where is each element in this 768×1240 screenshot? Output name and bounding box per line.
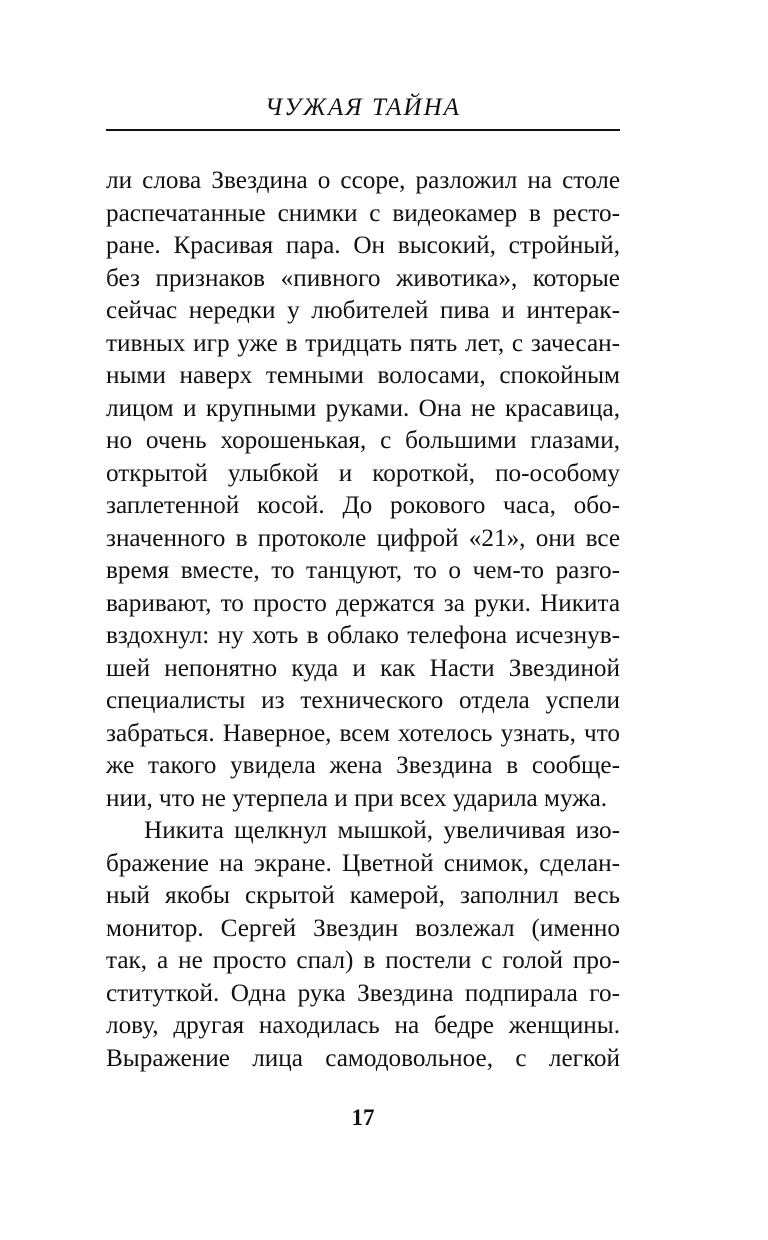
text-line: ституткой. Одна рука Звездина подпирала го-: [106, 979, 620, 1007]
text-line: время вместе, то танцуют, то о чем-то разго-: [106, 557, 620, 584]
text-line: ными наверх темными волосами, спокойным: [106, 362, 620, 389]
text-line: открытой улыбкой и короткой, по-особому: [106, 459, 620, 487]
text-line: без признаков «пивного животика», которые: [106, 264, 620, 292]
text-line: так, а не просто спал) в постели с голой про-: [106, 947, 620, 974]
paragraph-first-line: Никита щелкнул мышкой, увеличивая изо-: [144, 817, 620, 844]
text-line: забраться. Наверное, всем хотелось узнать, что: [106, 719, 620, 747]
text-line: лову, другая находилась на бедре женщины.: [106, 1012, 620, 1039]
text-line: значенного в протоколе цифрой «21», они все: [106, 524, 620, 552]
text-line: но очень хорошенькая, с большими глазами,: [106, 427, 620, 454]
text-line: специалисты из технического отдела успели: [106, 687, 620, 714]
text-line: распечатанные снимки с видеокамер в ресто-: [106, 199, 620, 227]
text-line: Выражение лица самодовольное, с легкой: [106, 1044, 620, 1072]
text-line: монитор. Сергей Звездин возлежал (именно: [106, 914, 620, 942]
text-line: тивных игр уже в тридцать пять лет, с зачесан-: [106, 329, 620, 357]
text-line: ране. Красивая пара. Он высокий, стройный,: [106, 232, 620, 259]
text-line: ли слова Звездина о ссоре, разложил на столе: [106, 167, 620, 194]
text-line: варивают, то просто держатся за руки. Никита: [106, 589, 620, 617]
text-line: же такого увидела жена Звездина в сообще-: [106, 752, 620, 779]
page-number: 17: [351, 1105, 375, 1130]
text-line: заплетенной косой. До рокового часа, обо-: [106, 492, 620, 519]
text-line: сейчас нередки у любителей пива и интерак-: [106, 297, 620, 324]
text-line: вздохнул: ну хоть в облако телефона исчезнув-: [106, 622, 620, 649]
body-text: [106, 165, 620, 1075]
running-head-title: ЧУЖАЯ ТАЙНА: [265, 94, 461, 121]
text-line: бражение на экране. Цветной снимок, сделан-: [106, 849, 620, 877]
text-line: ный якобы скрытой камерой, заполнил весь: [106, 882, 620, 909]
paragraph-last-line: нии, что не утерпела и при всех ударила мужа.: [106, 784, 608, 812]
text-line: шей непонятно куда и как Насти Звездиной: [106, 654, 620, 682]
header-rule: [106, 129, 620, 131]
text-line: лицом и крупными руками. Она не красавица,: [106, 394, 620, 422]
